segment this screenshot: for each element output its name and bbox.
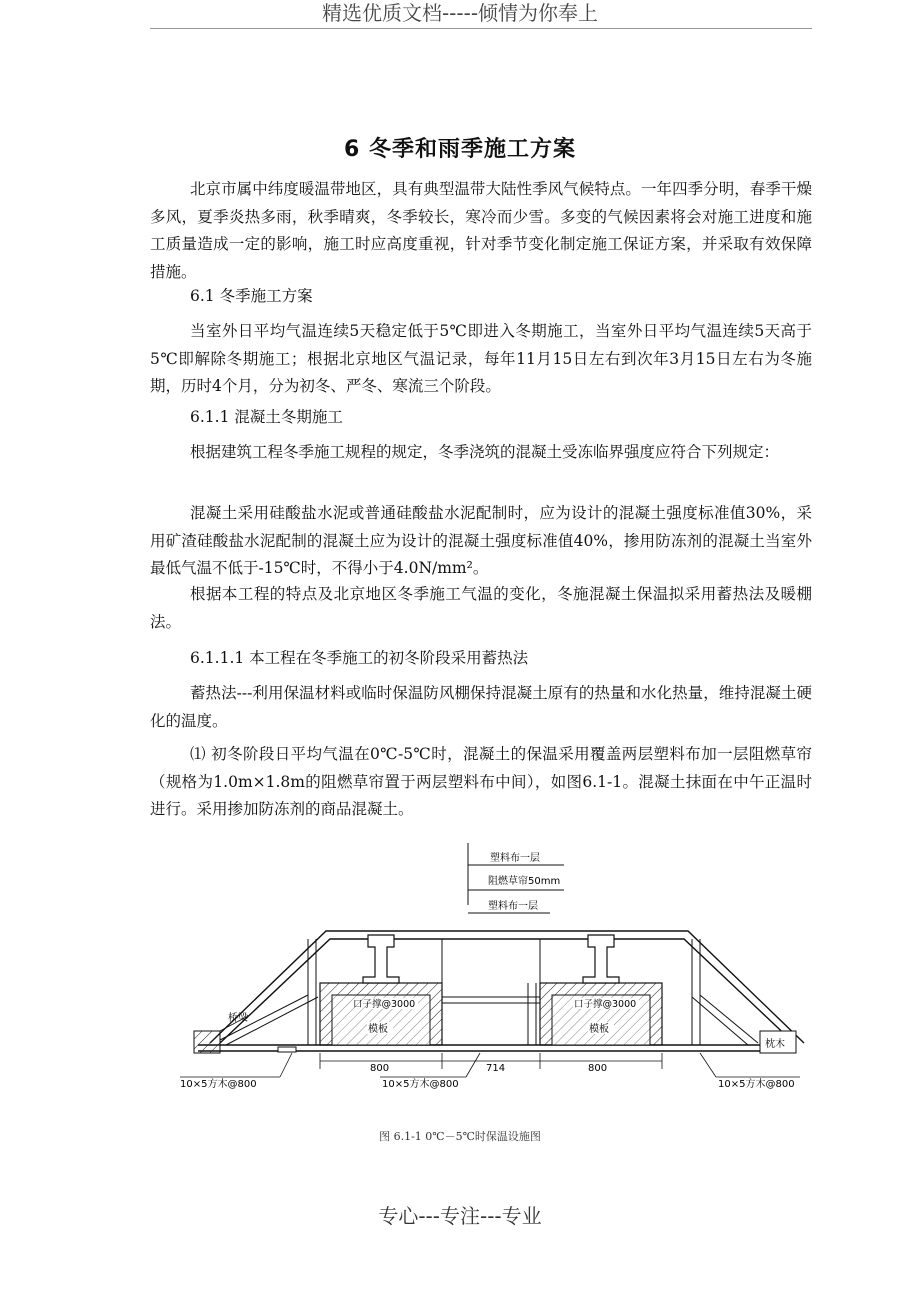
layer-label-middle: 阻燃草帘50mm (488, 876, 561, 887)
dimension-714: 714 (486, 1063, 506, 1074)
section-title: 6 冬季和雨季施工方案 (344, 137, 576, 162)
intro-paragraph: 北京市属中纬度暖温带地区，具有典型温带大陆性季风气候特点。一年四季分明，春季干燥多风，夏季炎热多雨，秋季晴爽，冬季较长，寒冷而少雪。多变的气候因素将会对施工进度和施工质量造成一定的影响，施工时应高度重视，针对季节变化制定施工保证方案，并采取有效保障措施。 (150, 180, 812, 281)
timber-label-left: 10×5方木@800 (180, 1079, 257, 1090)
tent-outer (210, 931, 804, 1043)
header-rule (150, 28, 812, 29)
timber-leader (280, 1053, 292, 1077)
brace-label-right: 口子撑@3000 (574, 999, 637, 1010)
page-footer: 专心---专注---专业 (378, 1204, 542, 1228)
brace (700, 995, 758, 1043)
dimension-800-right: 800 (588, 1063, 608, 1074)
formwork-label-left: 模板 (368, 1024, 388, 1035)
paragraph-6-1-1-1-a: 蓄热法---利用保温材料或临时保温防风棚保持混凝土原有的热量和水化热量，维持混凝土硬化的温度。 (150, 684, 812, 730)
rail-right (583, 935, 619, 983)
layer-label-top: 塑料布一层 (490, 853, 540, 864)
paragraph-6-1-1-a: 根据建筑工程冬季施工规程的规定，冬季浇筑的混凝土受冻临界强度应符合下列规定： (190, 443, 780, 461)
paragraph-6-1-1-b: 混凝土采用硅酸盐水泥或普通硅酸盐水泥配制时，应为设计的混凝土强度标准值30%，采用矿渣硅酸盐水泥配制的混凝土应为设计的混凝土强度标准值40%，掺用防冻剂的混凝土当室外最低气温不低于-15℃时，不得小于4.0N/mm²。 (150, 504, 812, 577)
dimension-800-left: 800 (370, 1063, 390, 1074)
sleeper-label: 枕木 (765, 1039, 785, 1050)
brace-label-left: 口子撑@3000 (353, 999, 416, 1010)
timber-leader (700, 1053, 716, 1077)
paragraph-6-1-1-1-b: ⑴ 初冬阶段日平均气温在0℃-5℃时，混凝土的保温采用覆盖两层塑料布加一层阻燃草帘（规格为1.0m×1.8m的阻燃草帘置于两层塑料布中间），如图6.1-1。混凝土抹面在中午正温时进行。采用掺加防冻剂的商品混凝土。 (150, 745, 812, 818)
layer-label-bottom: 塑料布一层 (488, 901, 538, 912)
bridge-label: 桥梁 (228, 1013, 248, 1024)
heading-6-1-1: 6.1.1 混凝土冬期施工 (190, 408, 343, 426)
rail-left (363, 935, 399, 983)
timber-label-right: 10×5方木@800 (718, 1079, 795, 1090)
paragraph-6-1: 当室外日平均气温连续5天稳定低于5℃即进入冬期施工，当室外日平均气温连续5天高于5℃即解除冬期施工；根据北京地区气温记录，每年11月15日左右到次年3月15日左右为冬施期，历时4个月，分为初冬、严冬、寒流三个阶段。 (150, 322, 812, 395)
timber-leader (466, 1053, 480, 1077)
insulation-diagram (180, 835, 820, 1095)
paragraph-6-1-1-c: 根据本工程的特点及北京地区冬季施工气温的变化，冬施混凝土保温拟采用蓄热法及暖棚法。 (150, 585, 812, 631)
page-header: 精选优质文档-----倾情为你奉上 (321, 1, 599, 25)
bridge-block (194, 1031, 220, 1053)
plate (278, 1047, 296, 1052)
heading-6-1-1-1: 6.1.1.1 本工程在冬季施工的初冬阶段采用蓄热法 (190, 649, 529, 667)
figure-caption: 图 6.1-1 0℃－5℃时保温设施图 (379, 1130, 541, 1143)
tent-inner (220, 939, 794, 1043)
timber-label-middle: 10×5方木@800 (382, 1079, 459, 1090)
formwork-label-right: 模板 (589, 1024, 609, 1035)
heading-6-1: 6.1 冬季施工方案 (190, 287, 313, 305)
